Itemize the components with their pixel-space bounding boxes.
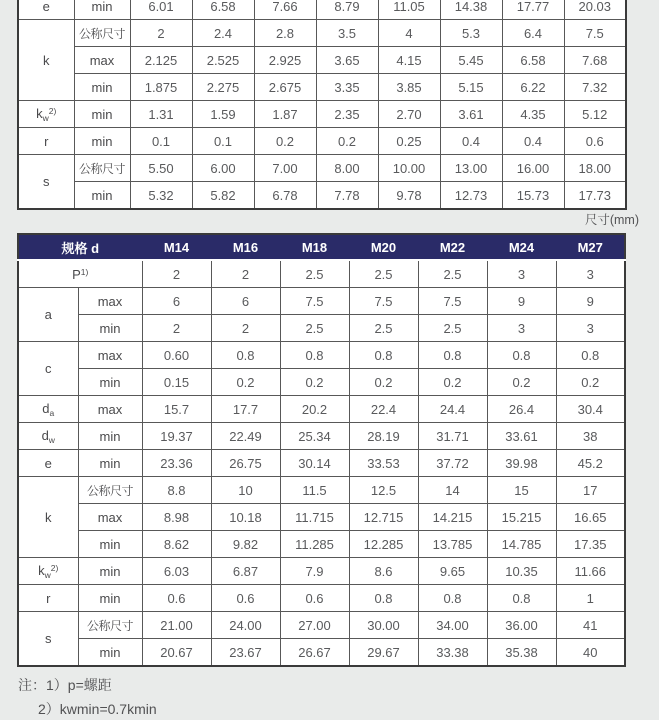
upper-table-row bbox=[18, 47, 626, 74]
value-cell: 31.71 bbox=[418, 423, 487, 450]
value-cell: 20.03 bbox=[564, 0, 626, 20]
parameter-label-cell: $k_w^{2)}$ bbox=[18, 558, 78, 585]
value-cell: 13.785 bbox=[418, 531, 487, 558]
value-cell: 14.38 bbox=[440, 0, 502, 20]
value-cell: 2.5 bbox=[418, 260, 487, 288]
upper-table-row bbox=[18, 182, 626, 210]
value-cell: 4.15 bbox=[378, 47, 440, 74]
value-cell: 26.75 bbox=[211, 450, 280, 477]
limit-type-cell: max bbox=[78, 288, 142, 315]
value-cell: 10.00 bbox=[378, 155, 440, 182]
value-cell: 1.87 bbox=[254, 101, 316, 128]
size-column-header: M16 bbox=[211, 234, 280, 260]
value-cell: 8.6 bbox=[349, 558, 418, 585]
upper-dimension-table-wrap bbox=[17, 0, 627, 211]
value-cell: 0.2 bbox=[316, 128, 378, 155]
lower-table-row bbox=[18, 477, 625, 504]
parameter-label-cell: k bbox=[18, 20, 74, 101]
value-cell: 30.4 bbox=[556, 396, 625, 423]
lower-table-header-row bbox=[18, 234, 625, 260]
parameter-label-cell: s bbox=[18, 612, 78, 667]
value-cell: 11.05 bbox=[378, 0, 440, 20]
value-cell: 0.2 bbox=[211, 369, 280, 396]
value-cell: 9.78 bbox=[378, 182, 440, 210]
upper-table-row bbox=[18, 155, 626, 182]
value-cell: 6.58 bbox=[502, 47, 564, 74]
limit-type-cell: min bbox=[78, 558, 142, 585]
value-cell: 0.8 bbox=[418, 342, 487, 369]
parameter-label-cell: r bbox=[18, 128, 74, 155]
value-cell: 0.8 bbox=[418, 585, 487, 612]
lower-table-row bbox=[18, 585, 625, 612]
limit-type-cell: 公称尺寸 bbox=[74, 20, 130, 47]
parameter-label-cell: s bbox=[18, 155, 74, 210]
value-cell: 2.5 bbox=[280, 260, 349, 288]
limit-type-cell: max bbox=[78, 342, 142, 369]
value-cell: 33.53 bbox=[349, 450, 418, 477]
note-line-2: 2）kwmin=0.7kmin bbox=[38, 701, 157, 717]
value-cell: 9.65 bbox=[418, 558, 487, 585]
value-cell: 3 bbox=[556, 260, 625, 288]
value-cell: 2 bbox=[211, 315, 280, 342]
value-cell: 0.25 bbox=[378, 128, 440, 155]
value-cell: 41 bbox=[556, 612, 625, 639]
parameter-label-cell: $d_a$ bbox=[18, 396, 78, 423]
upper-table-row bbox=[18, 101, 626, 128]
value-cell: 3 bbox=[556, 315, 625, 342]
value-cell: 2.275 bbox=[192, 74, 254, 101]
value-cell: 2.925 bbox=[254, 47, 316, 74]
limit-type-cell: min bbox=[74, 128, 130, 155]
limit-type-cell: 公称尺寸 bbox=[78, 477, 142, 504]
lower-table-row bbox=[18, 342, 625, 369]
limit-type-cell: 公称尺寸 bbox=[74, 155, 130, 182]
value-cell: 0.2 bbox=[280, 369, 349, 396]
lower-table-row bbox=[18, 423, 625, 450]
value-cell: 0.2 bbox=[254, 128, 316, 155]
value-cell: 0.6 bbox=[211, 585, 280, 612]
parameter-label-cell: $k_w^{2)}$ bbox=[18, 101, 74, 128]
value-cell: 2.5 bbox=[418, 315, 487, 342]
value-cell: 1.31 bbox=[130, 101, 192, 128]
value-cell: 14 bbox=[418, 477, 487, 504]
value-cell: 14.785 bbox=[487, 531, 556, 558]
lower-table-row bbox=[18, 639, 625, 667]
value-cell: 34.00 bbox=[418, 612, 487, 639]
size-column-header: M22 bbox=[418, 234, 487, 260]
value-cell: 2.5 bbox=[280, 315, 349, 342]
value-cell: 23.67 bbox=[211, 639, 280, 667]
lower-table-row bbox=[18, 612, 625, 639]
lower-table-row bbox=[18, 504, 625, 531]
value-cell: 23.36 bbox=[142, 450, 211, 477]
value-cell: 7.5 bbox=[349, 288, 418, 315]
value-cell: 0.4 bbox=[440, 128, 502, 155]
value-cell: 8.62 bbox=[142, 531, 211, 558]
value-cell: 10 bbox=[211, 477, 280, 504]
value-cell: 15 bbox=[487, 477, 556, 504]
value-cell: 0.6 bbox=[564, 128, 626, 155]
value-cell: 11.285 bbox=[280, 531, 349, 558]
value-cell: 0.8 bbox=[349, 342, 418, 369]
value-cell: 5.82 bbox=[192, 182, 254, 210]
value-cell: 26.67 bbox=[280, 639, 349, 667]
value-cell: 7.00 bbox=[254, 155, 316, 182]
value-cell: 1.59 bbox=[192, 101, 254, 128]
lower-table-row bbox=[18, 450, 625, 477]
value-cell: 11.5 bbox=[280, 477, 349, 504]
value-cell: 5.32 bbox=[130, 182, 192, 210]
limit-type-cell: min bbox=[78, 423, 142, 450]
value-cell: 6.78 bbox=[254, 182, 316, 210]
value-cell: 38 bbox=[556, 423, 625, 450]
limit-type-cell: min bbox=[78, 450, 142, 477]
value-cell: 2.525 bbox=[192, 47, 254, 74]
value-cell: 3 bbox=[487, 260, 556, 288]
value-cell: 16.65 bbox=[556, 504, 625, 531]
value-cell: 3.35 bbox=[316, 74, 378, 101]
value-cell: 0.15 bbox=[142, 369, 211, 396]
value-cell: 6.22 bbox=[502, 74, 564, 101]
value-cell: 24.4 bbox=[418, 396, 487, 423]
value-cell: 9 bbox=[487, 288, 556, 315]
value-cell: 3.5 bbox=[316, 20, 378, 47]
value-cell: 15.215 bbox=[487, 504, 556, 531]
parameter-label-cell: e bbox=[18, 450, 78, 477]
value-cell: 30.00 bbox=[349, 612, 418, 639]
value-cell: 5.50 bbox=[130, 155, 192, 182]
upper-table-row bbox=[18, 0, 626, 20]
limit-type-cell: max bbox=[74, 47, 130, 74]
size-column-header: M18 bbox=[280, 234, 349, 260]
footnotes bbox=[18, 673, 157, 721]
value-cell: 17.35 bbox=[556, 531, 625, 558]
value-cell: 5.45 bbox=[440, 47, 502, 74]
value-cell: 2.5 bbox=[349, 260, 418, 288]
value-cell: 0.8 bbox=[487, 585, 556, 612]
parameter-label-cell: $d_w$ bbox=[18, 423, 78, 450]
value-cell: 6.01 bbox=[130, 0, 192, 20]
value-cell: 17 bbox=[556, 477, 625, 504]
lower-table-row bbox=[18, 315, 625, 342]
value-cell: 0.8 bbox=[280, 342, 349, 369]
value-cell: 12.73 bbox=[440, 182, 502, 210]
value-cell: 6.03 bbox=[142, 558, 211, 585]
parameter-label-cell: k bbox=[18, 477, 78, 558]
unit-label: 尺寸(mm) bbox=[584, 213, 639, 227]
value-cell: 15.7 bbox=[142, 396, 211, 423]
value-cell: 11.66 bbox=[556, 558, 625, 585]
value-cell: 33.61 bbox=[487, 423, 556, 450]
lower-table-row bbox=[18, 288, 625, 315]
lower-table-row bbox=[18, 260, 625, 288]
value-cell: 12.5 bbox=[349, 477, 418, 504]
value-cell: 9 bbox=[556, 288, 625, 315]
value-cell: 3.65 bbox=[316, 47, 378, 74]
value-cell: 2.675 bbox=[254, 74, 316, 101]
note-line-1: 注：1）p=螺距 bbox=[18, 677, 112, 693]
limit-type-cell: min bbox=[74, 101, 130, 128]
value-cell: 7.5 bbox=[564, 20, 626, 47]
value-cell: 22.4 bbox=[349, 396, 418, 423]
value-cell: 25.34 bbox=[280, 423, 349, 450]
value-cell: 0.2 bbox=[349, 369, 418, 396]
value-cell: 27.00 bbox=[280, 612, 349, 639]
value-cell: 24.00 bbox=[211, 612, 280, 639]
value-cell: 30.14 bbox=[280, 450, 349, 477]
limit-type-cell: min bbox=[78, 639, 142, 667]
parameter-label-cell: c bbox=[18, 342, 78, 396]
lower-table-row bbox=[18, 369, 625, 396]
limit-type-cell: min bbox=[74, 0, 130, 20]
value-cell: 6.4 bbox=[502, 20, 564, 47]
limit-type-cell: max bbox=[78, 504, 142, 531]
value-cell: 45.2 bbox=[556, 450, 625, 477]
parameter-label-cell: a bbox=[18, 288, 78, 342]
value-cell: 6 bbox=[211, 288, 280, 315]
limit-type-cell: min bbox=[74, 74, 130, 101]
size-column-header: M24 bbox=[487, 234, 556, 260]
value-cell: 20.2 bbox=[280, 396, 349, 423]
lower-table-row bbox=[18, 396, 625, 423]
lower-table-row bbox=[18, 558, 625, 585]
value-cell: 0.8 bbox=[556, 342, 625, 369]
value-cell: 17.7 bbox=[211, 396, 280, 423]
value-cell: 7.78 bbox=[316, 182, 378, 210]
value-cell: 5.15 bbox=[440, 74, 502, 101]
limit-type-cell: min bbox=[78, 315, 142, 342]
value-cell: 10.18 bbox=[211, 504, 280, 531]
value-cell: 3.61 bbox=[440, 101, 502, 128]
value-cell: 7.5 bbox=[418, 288, 487, 315]
value-cell: 3.85 bbox=[378, 74, 440, 101]
value-cell: 29.67 bbox=[349, 639, 418, 667]
limit-type-cell: 公称尺寸 bbox=[78, 612, 142, 639]
value-cell: 6.87 bbox=[211, 558, 280, 585]
limit-type-cell: min bbox=[78, 369, 142, 396]
value-cell: 7.9 bbox=[280, 558, 349, 585]
upper-table-row bbox=[18, 128, 626, 155]
value-cell: 22.49 bbox=[211, 423, 280, 450]
limit-type-cell: min bbox=[78, 585, 142, 612]
limit-type-cell: min bbox=[74, 182, 130, 210]
value-cell: 2 bbox=[130, 20, 192, 47]
value-cell: 20.67 bbox=[142, 639, 211, 667]
value-cell: 0.2 bbox=[418, 369, 487, 396]
value-cell: 0.60 bbox=[142, 342, 211, 369]
value-cell: 17.77 bbox=[502, 0, 564, 20]
value-cell: 35.38 bbox=[487, 639, 556, 667]
value-cell: 13.00 bbox=[440, 155, 502, 182]
value-cell: 0.8 bbox=[349, 585, 418, 612]
value-cell: 40 bbox=[556, 639, 625, 667]
value-cell: 14.215 bbox=[418, 504, 487, 531]
value-cell: 5.3 bbox=[440, 20, 502, 47]
lower-dimension-table bbox=[17, 233, 626, 667]
value-cell: 39.98 bbox=[487, 450, 556, 477]
value-cell: 0.1 bbox=[130, 128, 192, 155]
value-cell: 2 bbox=[142, 315, 211, 342]
value-cell: 16.00 bbox=[502, 155, 564, 182]
value-cell: 8.00 bbox=[316, 155, 378, 182]
value-cell: 4 bbox=[378, 20, 440, 47]
value-cell: 2.5 bbox=[349, 315, 418, 342]
value-cell: 6.58 bbox=[192, 0, 254, 20]
value-cell: 2.70 bbox=[378, 101, 440, 128]
value-cell: 1 bbox=[556, 585, 625, 612]
upper-dimension-table bbox=[17, 0, 627, 210]
value-cell: 8.98 bbox=[142, 504, 211, 531]
upper-table-row bbox=[18, 74, 626, 101]
spec-column-header: 规格 d bbox=[18, 234, 142, 260]
value-cell: 7.66 bbox=[254, 0, 316, 20]
value-cell: 10.35 bbox=[487, 558, 556, 585]
value-cell: 3 bbox=[487, 315, 556, 342]
value-cell: 7.32 bbox=[564, 74, 626, 101]
parameter-label-cell: e bbox=[18, 0, 74, 20]
value-cell: 7.5 bbox=[280, 288, 349, 315]
lower-dimension-table-wrap bbox=[17, 233, 626, 667]
value-cell: 0.6 bbox=[280, 585, 349, 612]
value-cell: 2.8 bbox=[254, 20, 316, 47]
value-cell: 8.79 bbox=[316, 0, 378, 20]
value-cell: 1.875 bbox=[130, 74, 192, 101]
value-cell: 36.00 bbox=[487, 612, 556, 639]
value-cell: 5.12 bbox=[564, 101, 626, 128]
value-cell: 2 bbox=[142, 260, 211, 288]
value-cell: 11.715 bbox=[280, 504, 349, 531]
value-cell: 12.715 bbox=[349, 504, 418, 531]
value-cell: 7.68 bbox=[564, 47, 626, 74]
value-cell: 33.38 bbox=[418, 639, 487, 667]
value-cell: 37.72 bbox=[418, 450, 487, 477]
parameter-label-cell: $P^{1)}$ bbox=[18, 260, 142, 288]
value-cell: 17.73 bbox=[564, 182, 626, 210]
value-cell: 8.8 bbox=[142, 477, 211, 504]
value-cell: 6 bbox=[142, 288, 211, 315]
value-cell: 2 bbox=[211, 260, 280, 288]
value-cell: 0.4 bbox=[502, 128, 564, 155]
value-cell: 0.2 bbox=[556, 369, 625, 396]
size-column-header: M14 bbox=[142, 234, 211, 260]
value-cell: 0.8 bbox=[487, 342, 556, 369]
value-cell: 2.4 bbox=[192, 20, 254, 47]
upper-table-row bbox=[18, 20, 626, 47]
limit-type-cell: max bbox=[78, 396, 142, 423]
value-cell: 18.00 bbox=[564, 155, 626, 182]
value-cell: 2.35 bbox=[316, 101, 378, 128]
value-cell: 0.2 bbox=[487, 369, 556, 396]
size-column-header: M27 bbox=[556, 234, 625, 260]
value-cell: 0.6 bbox=[142, 585, 211, 612]
value-cell: 0.8 bbox=[211, 342, 280, 369]
value-cell: 15.73 bbox=[502, 182, 564, 210]
value-cell: 26.4 bbox=[487, 396, 556, 423]
size-column-header: M20 bbox=[349, 234, 418, 260]
value-cell: 4.35 bbox=[502, 101, 564, 128]
value-cell: 12.285 bbox=[349, 531, 418, 558]
limit-type-cell: min bbox=[78, 531, 142, 558]
value-cell: 28.19 bbox=[349, 423, 418, 450]
parameter-label-cell: r bbox=[18, 585, 78, 612]
lower-table-row bbox=[18, 531, 625, 558]
value-cell: 0.1 bbox=[192, 128, 254, 155]
value-cell: 2.125 bbox=[130, 47, 192, 74]
value-cell: 21.00 bbox=[142, 612, 211, 639]
value-cell: 19.37 bbox=[142, 423, 211, 450]
value-cell: 6.00 bbox=[192, 155, 254, 182]
value-cell: 9.82 bbox=[211, 531, 280, 558]
